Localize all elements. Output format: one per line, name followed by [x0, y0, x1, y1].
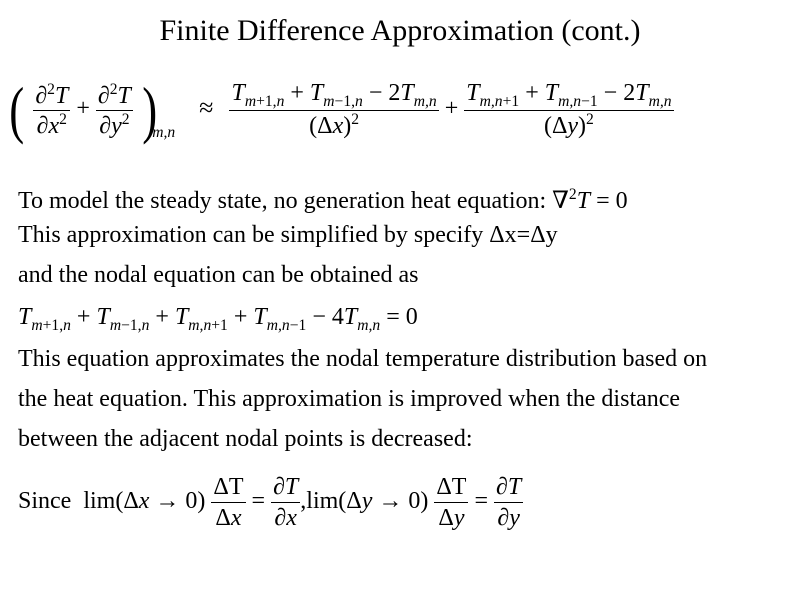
d2T-dy2-fraction [96, 81, 133, 140]
partialx-denominator: ∂x [274, 505, 297, 531]
partialT-numerator: ∂T [271, 472, 300, 503]
plus-sign-b: + [444, 95, 459, 122]
deltaT-deltax-fraction [211, 472, 245, 533]
equals-sign: = [251, 488, 266, 515]
partialT-partialx-fraction [271, 472, 300, 533]
approx-sign: ≈ [199, 92, 214, 122]
deltax-denominator: Δx [215, 505, 242, 531]
explanation-line-2: the heat equation. This approximation is improved when the distance [18, 386, 681, 412]
laplace-equation: ∇$^2$T = 0 [552, 186, 628, 214]
slide-title: Finite Difference Approximation (cont.) [159, 14, 641, 47]
x-difference-numerator: $T_{m+1,n} + T_{m-1,n} - 2T_{m,n}$ [231, 79, 437, 110]
y-difference-fraction [464, 80, 673, 141]
y-difference-numerator: $T_{m,n+1} + T_{m,n-1} - 2T_{m,n}$ [466, 79, 672, 110]
nodal-equation: $T_{m+1,n} + T_{m-1,n} + T_{m,n+1} + T_{m,n-1} - 4T_{m,n} = 0$ [18, 304, 418, 334]
d2T-numerator: ∂$^2$T [35, 80, 69, 109]
x-difference-fraction [229, 80, 438, 141]
deltaT-deltay-fraction [434, 472, 468, 533]
partialT-partialy-fraction [494, 472, 523, 533]
simplify-line: This approximation can be simplified by specify Δx=Δy [18, 222, 558, 248]
partialT-numerator-b: ∂T [494, 472, 523, 503]
dy2-denominator: $\partial y^2$ [99, 110, 130, 139]
plus-sign: + [76, 95, 90, 122]
steady-state-text: To model the steady state, no generation heat equation: [18, 188, 553, 214]
steady-state-line [18, 180, 628, 216]
finite-difference-equation [6, 74, 674, 145]
equals-sign-b: = [474, 488, 489, 515]
lim-dy: ,lim(Δy → 0) [300, 488, 429, 515]
partialy-denominator: ∂y [497, 505, 520, 531]
dy-squared: $(\Delta y)^2$ [543, 111, 594, 140]
dx-squared: $(\Delta x)^2$ [309, 111, 360, 140]
lim-dx: lim(Δx → 0) [83, 488, 206, 515]
limit-equation [18, 472, 523, 533]
d2T-dx2-fraction [33, 81, 70, 140]
nodal-intro-line: and the nodal equation can be obtained as [18, 262, 419, 288]
left-paren: ( [9, 74, 25, 145]
explanation-line-1: This equation approximates the nodal temperature distribution based on [18, 346, 708, 372]
deltaT-numerator: ΔT [211, 472, 245, 503]
deltaT-numerator-b: ΔT [434, 472, 468, 503]
dx2-denominator: $\partial x^2$ [36, 110, 67, 139]
mn-subscript: m,n [152, 124, 176, 142]
explanation-line-3: between the adjacent nodal points is decreased: [18, 426, 473, 452]
deltay-denominator: Δy [438, 505, 465, 531]
d2T-numerator-b: ∂$^2$T [97, 80, 131, 109]
right-paren: ) [142, 74, 158, 145]
since-label: Since [18, 488, 72, 515]
